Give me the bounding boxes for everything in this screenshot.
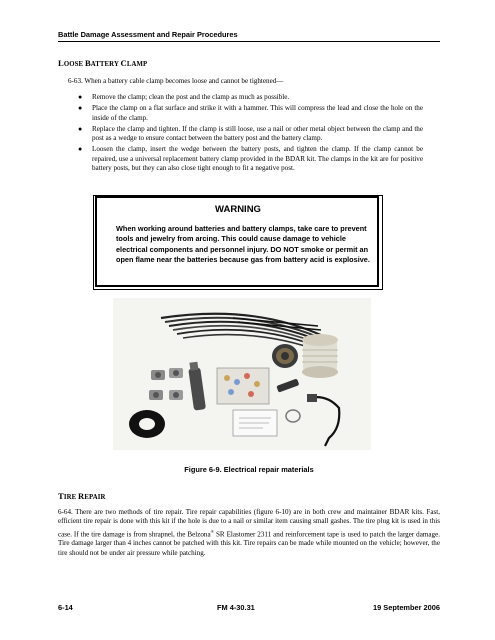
registered-mark: ® [210,528,215,534]
header-rule [58,41,440,42]
list-item-text: Replace the clamp and tighten. If the clamp is still loose, use a nail or other metal object between the clamp and the post as a wedge to ensure contact between the battery post and the battery clamp. [92,124,423,143]
warning-text: When working around batteries and battery clamps, take care to prevent tools and jewelry from arcing. This could cause damage to vehicle electrical components and personnel injury. DO NOT smoke or permit an open flame near the batteries because gas from battery acid is explosive. [116,224,370,264]
paragraph-6-63-intro: 6-63. When a battery cable clamp becomes loose and cannot be tightened— [68,77,284,85]
paragraph-6-64 [58,508,440,558]
paragraph-text: 6-64. There are two methods of tire repair. Tire repair capabilities (figure 6-10) are in both crew and maintainer BDAR kits. Fast, efficient tire repair is done with this kit if the hole is due to a nail or similar item causing small gashes. The tire plug kit is used in this case. If the tire damage is from shrapnel, the Belzona [58,508,440,538]
warning-title: WARNING [215,204,261,215]
list-item-text: Remove the clamp; clean the post and the clamp as much as possible. [92,93,290,101]
list-item-text: Place the clamp on a flat surface and strike it with a hammer. This will compress the lead and close the hole on the inside of the clamp. [92,104,423,122]
title-part: EPAIR [84,494,106,501]
bullet-dot-icon: ● [78,104,83,113]
list-item [78,104,423,123]
title-letter: T [58,491,64,501]
title-letter: L [58,58,64,68]
section-title-tire-repair [58,491,106,501]
section-title-loose-battery-clamp [58,58,147,68]
footer-page-number: 6-14 [58,603,73,612]
bullet-dot-icon: ● [78,145,83,154]
tag-label-icon [233,410,277,436]
paragraph-text: SR Elastomer 2311 and reinforcement tape is used to patch the larger damage. Tire damage larger than 4 inches cannot be patched with this kit. Tire repairs can be made while mounted on the vehicle; however, the tire should not be under air pressure while patching. [58,529,441,557]
list-item-text: Loosen the clamp, insert the wedge between the battery posts, and tighten the clamp. If the clamp cannot be repaired, use a universal replacement battery clamp provided in the BDAR kit. The clamps in the kit are for positive battery posts, but they can also close tight enough to fit a negative post. [92,145,423,173]
title-letter: C [120,58,127,68]
figure-caption: Figure 6-9. Electrical repair materials [184,465,314,474]
title-part: ATTERY [90,61,121,68]
list-item [78,125,423,144]
bullet-dot-icon: ● [78,124,83,133]
title-part: IRE [63,494,79,501]
running-header: Battle Damage Assessment and Repair Procedures [58,30,238,39]
wire-spool-small-icon [272,344,298,368]
footer-date: 19 September 2006 [373,603,440,612]
list-item [78,93,423,102]
bullet-list [78,93,423,175]
electrical-materials-photo [113,298,371,450]
connectors-box-icon [217,368,269,404]
title-letter: R [78,491,85,501]
title-part: OOSE [63,61,85,68]
bullet-dot-icon: ● [78,93,83,101]
list-item [78,145,423,173]
footer-manual-id: FM 4-30.31 [217,603,255,612]
title-part: LAMP [126,61,148,68]
electrical-tape-roll-icon [129,410,165,438]
title-letter: B [84,58,91,68]
wire-spool-large-icon [302,334,338,378]
figure-electrical-repair-materials [113,298,371,450]
